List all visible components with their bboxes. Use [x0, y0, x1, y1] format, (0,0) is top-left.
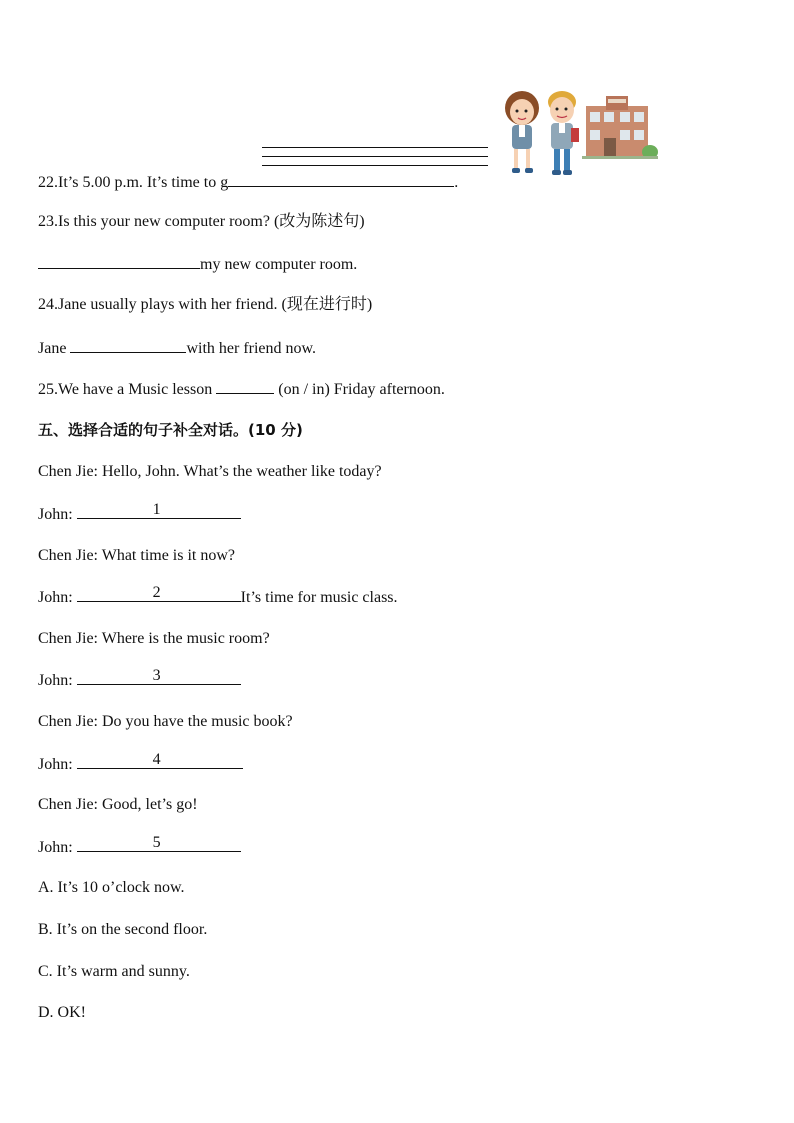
speaker-label: John:	[38, 839, 73, 856]
speaker-label: Chen Jie:	[38, 547, 98, 564]
answer-blank-2[interactable]	[77, 584, 241, 602]
q25-prefix: 25.We have a Music lesson	[38, 381, 213, 398]
option-a: A. It’s 10 o’clock now.	[38, 879, 185, 896]
q25-answer-blank[interactable]	[216, 379, 274, 394]
q24-answer-suffix: with her friend now.	[186, 340, 317, 357]
question-25	[38, 379, 445, 400]
q24-answer-blank[interactable]	[70, 338, 186, 353]
question-24-answer	[38, 338, 316, 359]
q22-period: .	[454, 174, 459, 191]
dialogue-text: Do you have the music book?	[102, 713, 293, 730]
speaker-label: John:	[38, 672, 73, 689]
dialogue-answer-line	[38, 584, 398, 608]
q23-answer-suffix: my new computer room.	[200, 256, 358, 273]
q22-writing-lines	[262, 147, 488, 174]
blank-number: 2	[152, 584, 161, 601]
speaker-label: Chen Jie:	[38, 630, 98, 647]
section-5-heading: 五、选择合适的句子补全对话。(10 分)	[38, 421, 303, 439]
writing-line	[262, 165, 488, 166]
dialogue-answer-line	[38, 834, 241, 858]
speaker-label: John:	[38, 756, 73, 773]
blank-number: 1	[152, 501, 161, 518]
question-24	[38, 295, 372, 315]
speaker-label: John:	[38, 589, 73, 606]
q24-text: 24.Jane usually plays with her friend. (现在进行时)	[38, 296, 373, 313]
dialogue-line	[38, 629, 270, 649]
dialogue-answer-line	[38, 501, 241, 525]
answer-blank-3[interactable]	[77, 667, 241, 685]
answer-blank-5[interactable]	[77, 834, 241, 852]
q23-text: 23.Is this your new computer room? (改为陈述句)	[38, 213, 365, 230]
option-c: C. It’s warm and sunny.	[38, 963, 190, 980]
school-building-icon	[582, 96, 658, 159]
option-d: D. OK!	[38, 1004, 86, 1021]
q25-suffix: (on / in) Friday afternoon.	[278, 381, 445, 398]
dialogue-answer-line	[38, 667, 241, 691]
speaker-label: Chen Jie:	[38, 463, 98, 480]
girl-figure	[505, 91, 539, 173]
speaker-label: Chen Jie:	[38, 713, 98, 730]
blank-number: 3	[152, 667, 161, 684]
blank-number: 4	[152, 751, 161, 768]
speaker-label: Chen Jie:	[38, 796, 98, 813]
dialogue-line	[38, 462, 382, 482]
question-23	[38, 212, 365, 232]
question-23-answer	[38, 254, 357, 275]
q24-answer-prefix: Jane	[38, 340, 67, 357]
dialogue-text: Where is the music room?	[101, 630, 270, 647]
dialogue-answer-line	[38, 751, 243, 775]
dialogue-text: It’s time for music class.	[240, 589, 398, 606]
answer-blank-1[interactable]	[77, 501, 241, 519]
dialogue-text: Hello, John. What’s the weather like today?	[102, 463, 382, 480]
q23-answer-blank[interactable]	[38, 254, 200, 269]
question-22	[38, 172, 458, 193]
speaker-label: John:	[38, 506, 73, 523]
blank-number: 5	[152, 834, 161, 851]
dialogue-line	[38, 546, 235, 566]
option-b: B. It’s on the second floor.	[38, 921, 208, 938]
writing-line	[262, 147, 488, 148]
dialogue-line	[38, 712, 293, 732]
answer-blank-4[interactable]	[77, 751, 243, 769]
writing-line	[262, 156, 488, 157]
q22-answer-blank[interactable]	[228, 172, 454, 187]
dialogue-line	[38, 795, 198, 815]
dialogue-text: What time is it now?	[101, 547, 236, 564]
boy-figure	[548, 91, 579, 175]
dialogue-text: Good, let’s go!	[102, 796, 198, 813]
school-children-illustration	[498, 88, 660, 188]
q22-text: 22.It’s 5.00 p.m. It’s time to g	[38, 174, 229, 191]
